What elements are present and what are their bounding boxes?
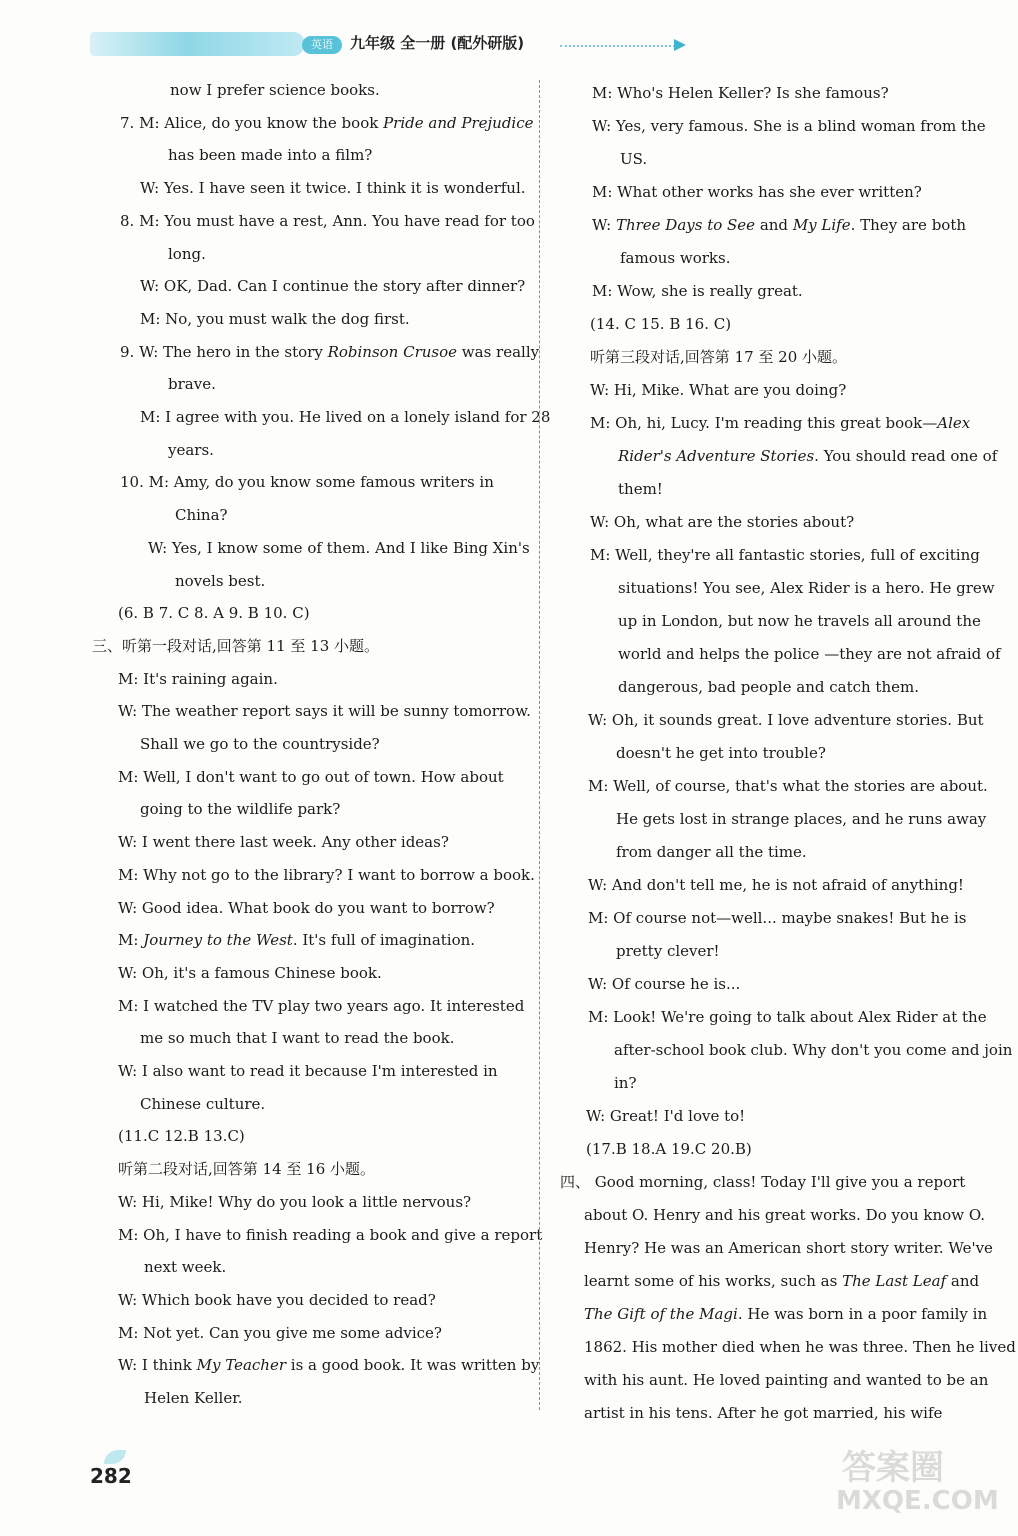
text-line: W: Yes, I know some of them. And I like Bing Xin's — [148, 538, 530, 557]
text-line: M: Well, of course, that's what the stories are about. — [588, 777, 988, 795]
text-line: M: I agree with you. He lived on a lonely island for 28 — [140, 408, 551, 426]
text-line: 四、 Good morning, class! Today I'll give you a report — [560, 1173, 966, 1191]
text-line: doesn't he get into trouble? — [616, 744, 826, 762]
text-line: 8. M: You must have a rest, Ann. You have read for too — [120, 211, 535, 230]
header-swoosh-decoration — [90, 32, 305, 56]
text-line: M: Of course not—well... maybe snakes! But he is — [588, 909, 967, 927]
text-line: (17.B 18.A 19.C 20.B) — [586, 1140, 752, 1158]
text-line: W: I also want to read it because I'm interested in — [118, 1062, 498, 1080]
text-line: W: OK, Dad. Can I continue the story after dinner? — [140, 277, 526, 296]
text-line: US. — [620, 150, 648, 168]
watermark-text-url: MXQE.COM — [836, 1486, 999, 1516]
page-number: 282 — [90, 1464, 132, 1488]
text-line: W: Good idea. What book do you want to borrow? — [118, 898, 495, 917]
text-line: brave. — [168, 375, 216, 394]
text-line: next week. — [144, 1258, 227, 1277]
text-line: China? — [175, 506, 228, 525]
book-title: 九年级 全一册 (配外研版) — [350, 34, 525, 52]
page-header — [90, 28, 710, 64]
text-line: W: I think My Teacher is a good book. It was written by — [118, 1356, 540, 1375]
text-line: (11.C 12.B 13.C) — [118, 1127, 245, 1146]
text-line: about O. Henry and his great works. Do you know O. — [584, 1206, 986, 1224]
text-line: The Gift of the Magi. He was born in a poor family in — [584, 1305, 988, 1323]
text-line: W: Yes. I have seen it twice. I think it is wonderful. — [140, 179, 526, 198]
text-line: (6. B 7. C 8. A 9. B 10. C) — [118, 604, 310, 623]
header-dotted-line — [560, 45, 675, 47]
text-line: W: Hi, Mike! Why do you look a little nervous? — [118, 1192, 472, 1211]
text-line: W: Of course he is... — [588, 975, 741, 993]
text-line: M: Oh, I have to finish reading a book and give a report — [118, 1225, 543, 1244]
text-line: up in London, but now he travels all around the — [618, 612, 981, 630]
text-line: learnt some of his works, such as The Last Leaf and — [584, 1272, 980, 1290]
text-line: M: Well, I don't want to go out of town. How about — [118, 767, 504, 786]
text-line: W: The weather report says it will be sunny tomorrow. — [118, 702, 531, 721]
text-line: them! — [618, 480, 663, 498]
text-line: W: Great! I'd love to! — [586, 1107, 746, 1125]
text-line: W: Which book have you decided to read? — [118, 1290, 436, 1309]
leaf-decoration-icon — [104, 1450, 126, 1464]
text-line: years. — [168, 440, 214, 459]
text-line: 听第二段对话,回答第 14 至 16 小题。 — [118, 1160, 376, 1179]
text-line: M: Well, they're all fantastic stories, full of exciting — [590, 546, 980, 564]
text-line: M: I watched the TV play two years ago. It interested — [118, 996, 525, 1015]
text-line: Henry? He was an American short story writer. We've — [584, 1239, 993, 1257]
text-line: W: Three Days to See and My Life. They are both — [592, 216, 967, 234]
text-line: W: Oh, it sounds great. I love adventure stories. But — [588, 711, 984, 729]
text-line: M: No, you must walk the dog first. — [140, 309, 410, 328]
text-line: He gets lost in strange places, and he runs away — [616, 810, 987, 828]
column-divider — [539, 80, 540, 1410]
text-line: going to the wildlife park? — [140, 800, 341, 819]
text-line: M: Why not go to the library? I want to borrow a book. — [118, 865, 535, 884]
text-line: world and helps the police —they are not afraid of — [618, 645, 1001, 663]
text-line: from danger all the time. — [616, 843, 807, 861]
text-line: pretty clever! — [616, 942, 720, 960]
text-line: W: Hi, Mike. What are you doing? — [590, 381, 847, 399]
text-line: Chinese culture. — [140, 1094, 266, 1113]
text-line: novels best. — [175, 571, 266, 590]
text-line: 三、听第一段对话,回答第 11 至 13 小题。 — [92, 636, 380, 655]
text-line: 10. M: Amy, do you know some famous writers in — [120, 473, 494, 492]
text-line: now I prefer science books. — [170, 81, 380, 99]
text-line: W: Yes, very famous. She is a blind woman from the — [592, 117, 986, 135]
text-line: artist in his tens. After he got married, his wife — [584, 1404, 943, 1422]
text-line: situations! You see, Alex Rider is a hero. He grew — [618, 579, 995, 597]
text-line: Rider's Adventure Stories. You should read one of — [618, 447, 998, 465]
text-line: M: It's raining again. — [118, 669, 278, 688]
text-line: Shall we go to the countryside? — [140, 735, 380, 753]
text-line: W: And don't tell me, he is not afraid of anything! — [588, 876, 964, 894]
text-line: Helen Keller. — [144, 1389, 243, 1407]
text-line: M: What other works has she ever written? — [592, 183, 922, 201]
text-line: M: Wow, she is really great. — [592, 282, 803, 300]
text-line: with his aunt. He loved painting and wanted to be an — [584, 1371, 989, 1389]
text-line: 9. W: The hero in the story Robinson Crusoe was really — [120, 342, 540, 361]
text-line: long. — [168, 244, 206, 263]
text-line: (14. C 15. B 16. C) — [590, 315, 732, 333]
header-arrow-icon — [674, 39, 686, 51]
text-line: me so much that I want to read the book. — [140, 1029, 455, 1048]
text-line: has been made into a film? — [168, 146, 373, 165]
text-line: W: I went there last week. Any other ideas? — [118, 833, 449, 852]
watermark-text-cn: 答案圈 — [842, 1448, 944, 1488]
text-line: M: Not yet. Can you give me some advice? — [118, 1323, 442, 1342]
text-line: M: Who's Helen Keller? Is she famous? — [592, 84, 889, 102]
text-line: in? — [614, 1074, 637, 1092]
text-line: M: Oh, hi, Lucy. I'm reading this great book—Alex — [590, 414, 971, 432]
watermark-logo — [832, 1440, 1002, 1530]
text-line: after-school book club. Why don't you come and join — [614, 1041, 1013, 1059]
subject-badge: 英语 — [302, 36, 342, 54]
text-line: famous works. — [620, 249, 731, 267]
text-line: M: Journey to the West. It's full of imagination. — [118, 931, 476, 950]
text-line: dangerous, bad people and catch them. — [618, 678, 919, 696]
text-line: 听第三段对话,回答第 17 至 20 小题。 — [590, 348, 848, 366]
text-line: 7. M: Alice, do you know the book Pride and Prejudice — [120, 113, 534, 132]
text-line: W: Oh, what are the stories about? — [590, 513, 855, 531]
text-line: W: Oh, it's a famous Chinese book. — [118, 963, 382, 982]
text-line: M: Look! We're going to talk about Alex Rider at the — [588, 1008, 987, 1026]
text-line: 1862. His mother died when he was three. Then he lived — [584, 1338, 1016, 1356]
